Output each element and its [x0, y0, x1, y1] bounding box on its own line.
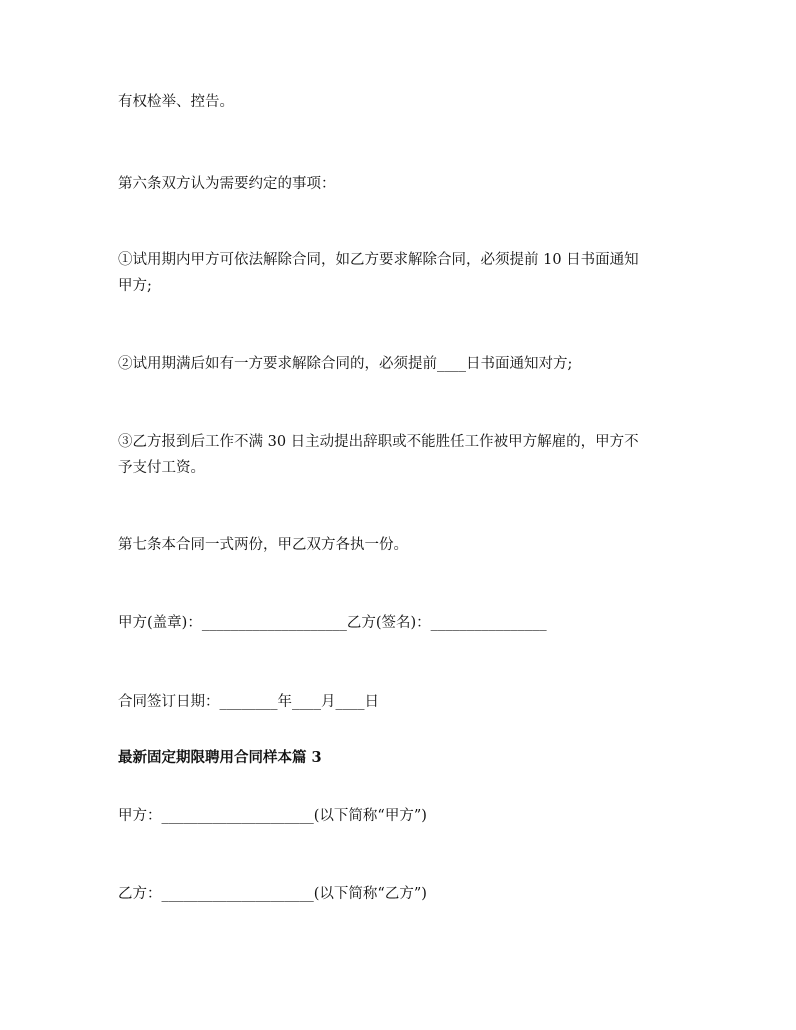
item-one-line-2: 甲方;: [118, 278, 152, 294]
item-three-line-2: 予支付工资。: [118, 460, 205, 476]
item-three-line-1: ③乙方报到后工作不满 30 日主动提出辞职或不能胜任工作被甲方解雇的，甲方不: [118, 434, 639, 450]
paragraph-report-right: 有权检举、控告。: [118, 94, 234, 110]
item-two: ②试用期满后如有一方要求解除合同的，必须提前____日书面通知对方;: [118, 356, 573, 372]
article-seven: 第七条本合同一式两份，甲乙双方各执一份。: [118, 537, 408, 553]
item-one-line-1: ①试用期内甲方可依法解除合同，如乙方要求解除合同，必须提前 10 日书面通知: [118, 252, 639, 268]
article-six-heading: 第六条双方认为需要约定的事项：: [118, 176, 336, 192]
signature-line: 甲方(盖章)：____________________乙方(签名)：________________: [118, 615, 547, 631]
contract-date-line: 合同签订日期：________年____月____日: [118, 694, 379, 710]
section-heading: 最新固定期限聘用合同样本篇 3: [118, 749, 322, 766]
party-a-line: 甲方：_____________________(以下简称“甲方”): [118, 808, 427, 824]
party-b-line: 乙方：_____________________(以下简称“乙方”): [118, 886, 427, 902]
